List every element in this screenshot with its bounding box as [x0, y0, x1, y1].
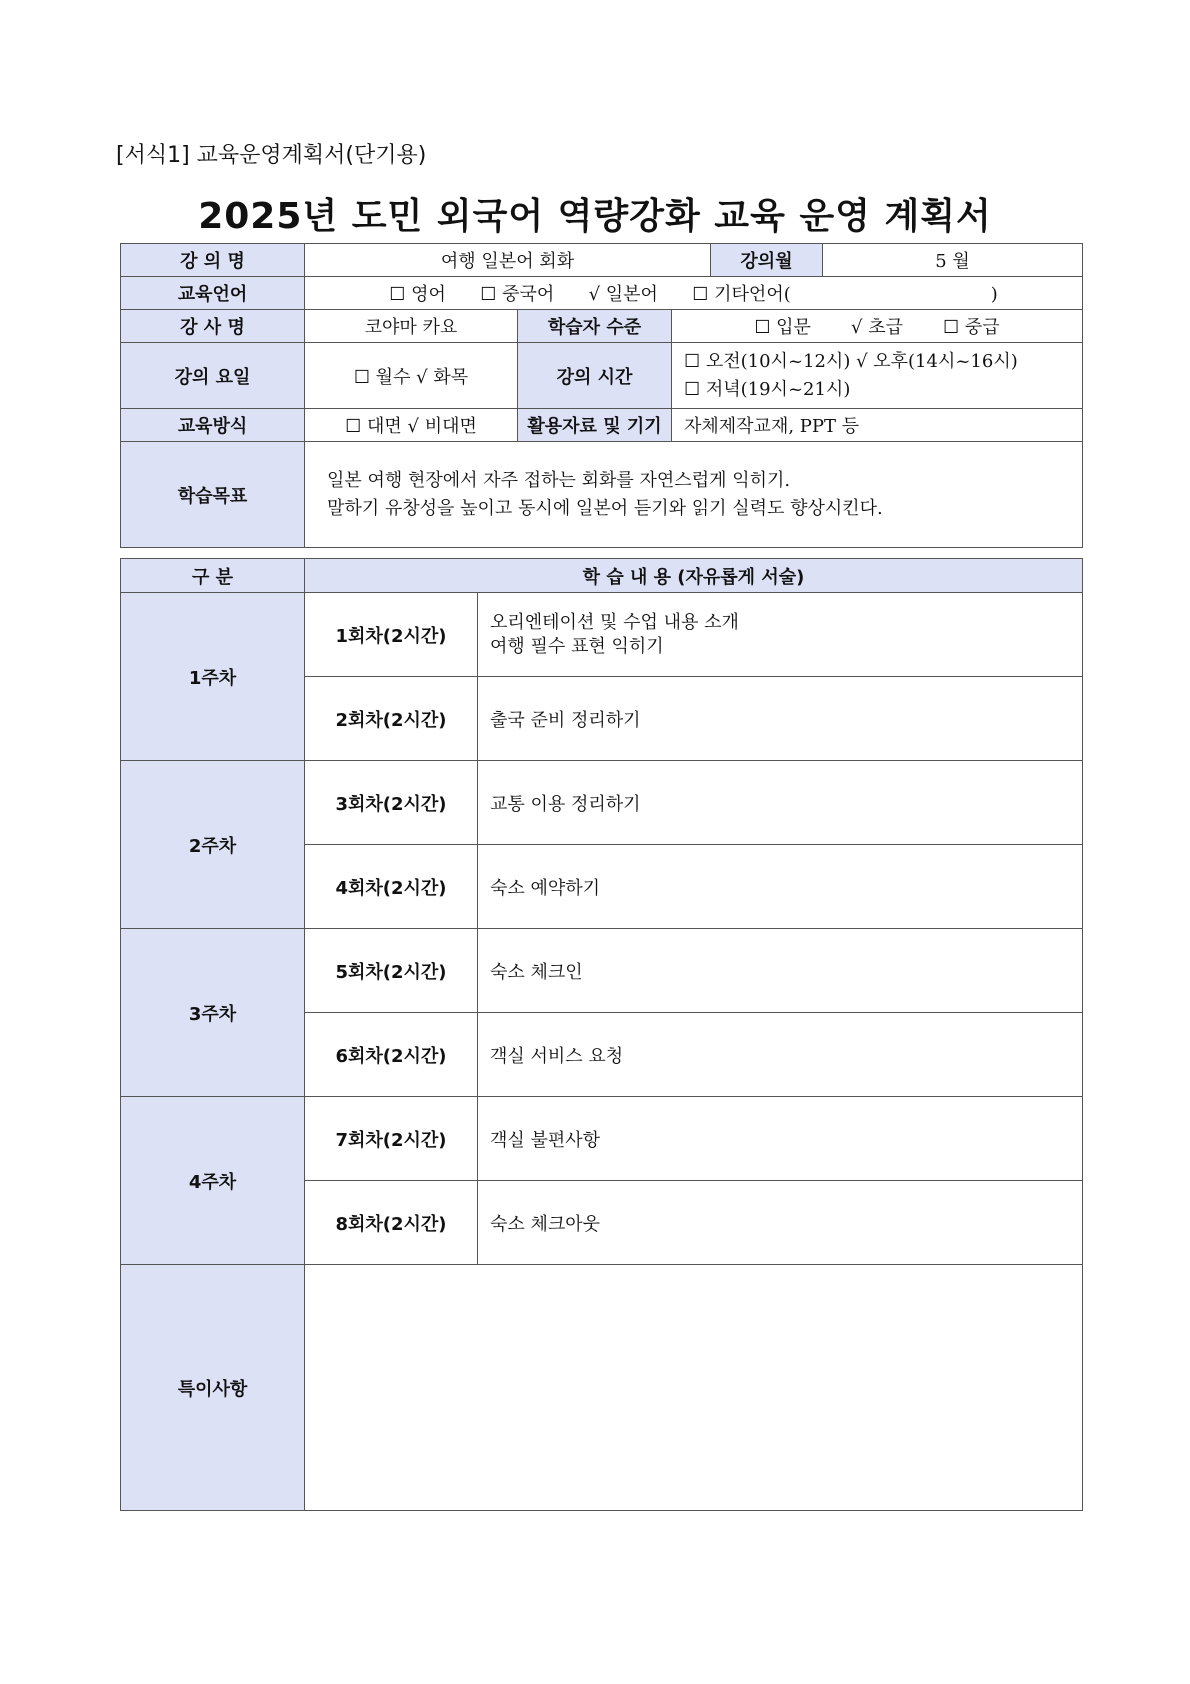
time-line-1: ☐ 오전(10시~12시) √ 오후(14시~16시) — [684, 350, 1018, 372]
session-1-content — [478, 593, 1083, 677]
week-1-label: 1주차 — [121, 593, 305, 761]
table-row — [121, 761, 1083, 845]
remarks-value — [305, 1265, 1083, 1511]
level-option-beginner: ☐ 입문 — [754, 317, 811, 338]
language-label: 교육언어 — [121, 277, 305, 310]
session-7-label: 7회차(2시간) — [305, 1097, 478, 1181]
level-label: 학습자 수준 — [518, 310, 672, 343]
time-label: 강의 시간 — [518, 343, 672, 409]
language-options — [305, 277, 1083, 310]
time-line-2: ☐ 저녁(19시~21시) — [684, 378, 851, 400]
session-8-label: 8회차(2시간) — [305, 1181, 478, 1265]
week-2-label: 2주차 — [121, 761, 305, 929]
language-option-other: ☐ 기타언어( — [692, 284, 791, 305]
language-option-english: ☐ 영어 — [389, 284, 446, 305]
month-label: 강의월 — [711, 244, 823, 277]
session-1-label: 1회차(2시간) — [305, 593, 478, 677]
goal-line-2: 말하기 유창성을 높이고 동시에 일본어 듣기와 읽기 실력도 향상시킨다. — [327, 497, 883, 519]
session-2-content: 출국 준비 정리하기 — [478, 677, 1083, 761]
days-value: ☐ 월수 √ 화목 — [305, 343, 518, 409]
level-options — [672, 310, 1083, 343]
level-option-intermediate: ☐ 중급 — [943, 317, 1000, 338]
week-4-label: 4주차 — [121, 1097, 305, 1265]
level-option-elementary: √ 초급 — [851, 317, 903, 338]
session-1-line-2: 여행 필수 표현 익히기 — [490, 635, 664, 657]
session-4-content: 숙소 예약하기 — [478, 845, 1083, 929]
table-row — [121, 1097, 1083, 1181]
session-4-label: 4회차(2시간) — [305, 845, 478, 929]
session-1-line-1: 오리엔테이션 및 수업 내용 소개 — [490, 611, 739, 633]
table-row — [121, 593, 1083, 677]
method-value: ☐ 대면 √ 비대면 — [305, 409, 518, 442]
language-option-other-close: ) — [990, 284, 998, 305]
info-table — [120, 243, 1083, 548]
goal-line-1: 일본 여행 현장에서 자주 접하는 회화를 자연스럽게 익히기. — [327, 469, 791, 491]
session-3-content: 교통 이용 정리하기 — [478, 761, 1083, 845]
week-3-label: 3주차 — [121, 929, 305, 1097]
document-title: 2025년 도민 외국어 역량강화 교육 운영 계획서 — [198, 196, 992, 237]
session-6-label: 6회차(2시간) — [305, 1013, 478, 1097]
course-name-label: 강 의 명 — [121, 244, 305, 277]
goal-label: 학습목표 — [121, 442, 305, 548]
session-8-content: 숙소 체크아웃 — [478, 1181, 1083, 1265]
session-6-content: 객실 서비스 요청 — [478, 1013, 1083, 1097]
instructor-label: 강 사 명 — [121, 310, 305, 343]
schedule-table — [120, 558, 1083, 1511]
language-option-japanese: √ 일본어 — [588, 284, 658, 305]
content-header: 학 습 내 용 (자유롭게 서술) — [305, 559, 1083, 593]
session-2-label: 2회차(2시간) — [305, 677, 478, 761]
method-label: 교육방식 — [121, 409, 305, 442]
materials-label: 활용자료 및 기기 — [518, 409, 672, 442]
course-name-value: 여행 일본어 회화 — [305, 244, 711, 277]
table-row — [121, 929, 1083, 1013]
month-value: 5 월 — [823, 244, 1083, 277]
session-5-content: 숙소 체크인 — [478, 929, 1083, 1013]
days-label: 강의 요일 — [121, 343, 305, 409]
division-header: 구 분 — [121, 559, 305, 593]
instructor-value: 코야마 카요 — [305, 310, 518, 343]
remarks-label: 특이사항 — [121, 1265, 305, 1511]
session-7-content: 객실 불편사항 — [478, 1097, 1083, 1181]
materials-value: 자체제작교재, PPT 등 — [672, 409, 1083, 442]
session-5-label: 5회차(2시간) — [305, 929, 478, 1013]
goal-value — [305, 442, 1083, 548]
session-3-label: 3회차(2시간) — [305, 761, 478, 845]
form-label: [서식1] 교육운영계획서(단기용) — [116, 143, 427, 168]
time-value — [672, 343, 1083, 409]
language-option-chinese: ☐ 중국어 — [480, 284, 555, 305]
